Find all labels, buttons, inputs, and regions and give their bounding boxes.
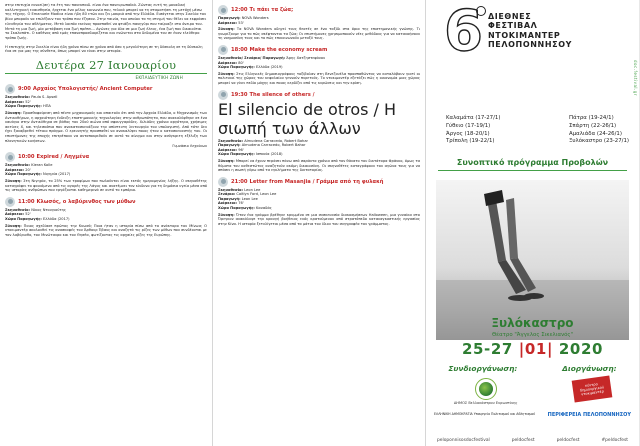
- duration: 76': [238, 201, 244, 206]
- event-header: [218, 177, 420, 187]
- country-label: Χώρα Παραγωγής:: [218, 65, 255, 70]
- bullet-icon: [218, 177, 228, 187]
- duration-label: Διάρκεια:: [5, 212, 25, 217]
- duration: 80': [238, 60, 244, 65]
- event-title: The silence of others /: [249, 91, 315, 98]
- event-header: [218, 5, 420, 15]
- duration: 52': [25, 212, 31, 217]
- program-title: Συνοπτικό πρόγραμμα Προβολών: [456, 158, 609, 167]
- logo-number: 6: [444, 0, 483, 64]
- director-label: Σκηνοθεσία:: [218, 187, 244, 192]
- country-label: Χώρα Παραγωγής:: [218, 152, 255, 157]
- city-date: Τρίπολη (19-22/1): [446, 138, 495, 145]
- year: 2020: [558, 340, 604, 358]
- event-title-line-3: Η σιωπή των άλλων: [218, 99, 397, 138]
- event-title: Αρχαίος Υπολογιστής/ Ancient Computer: [32, 86, 153, 93]
- event-synopsis: [5, 224, 207, 238]
- producer-label: Παραγωγή:: [218, 16, 241, 20]
- bullet-icon: [218, 5, 228, 15]
- synopsis-text: Τα NOVA Wonders οδηγεί τους θεατές σε ένα ταξίδι στα όρια της επιστημονικής γνώσης. Τι γνωρίζουμε για το πώς σκέφτονται τα ζώα; Οι επιστήμονες χρησιμοποιούν νέες μεθόδους για να κατανοήσουν τη νοημοσύνη τους και το πώς επικοινωνούν μεταξύ τους.: [218, 27, 420, 41]
- city-dates-right: [569, 115, 629, 146]
- kentro-logo: [573, 378, 611, 400]
- event-meta: [218, 16, 420, 25]
- event-title: Τι πάει τα ζώα;: [249, 7, 294, 13]
- country-label: Χώρα Παραγωγής:: [5, 172, 42, 177]
- festival-logo: [426, 0, 639, 100]
- synopsis-label: Σύνοψη:: [5, 178, 22, 183]
- hashtag: #peldocfest: [601, 437, 628, 443]
- duration: 96': [238, 147, 244, 152]
- co-organizer-label: Συνδιοργάνωση:: [448, 364, 518, 373]
- director: Leon Lee: [244, 187, 261, 192]
- country-label: Χώρα Παραγωγής:: [5, 104, 42, 109]
- country: Ελλάδα (2017): [43, 216, 70, 221]
- education-zone-label: ΕΚΠΑΙΔΕΥΤΙΚΗ ΖΩΝΗ: [135, 75, 183, 81]
- event-time: 18:00: [231, 46, 248, 53]
- event-title: Κλωσός, ο λαβύρινθος των μύθων: [36, 198, 136, 205]
- bullet-icon: [218, 90, 228, 100]
- event-time: 21:00: [231, 178, 248, 185]
- producer: NOVA Wonders: [241, 16, 269, 20]
- day-title: Δευτέρα 27 Ιανουαρίου: [35, 58, 177, 73]
- vertical-caption: doc.festival.gr: [633, 60, 638, 96]
- director-label: Σκηνοθεσία:: [218, 138, 244, 143]
- city-dates-left: [446, 115, 500, 146]
- event-synopsis: [218, 213, 420, 227]
- synopsis-label: Σύνοψη:: [5, 111, 22, 115]
- organizers-labels: [426, 364, 639, 373]
- logo-line: ΝΤΟΚΙΜΑΝΤΕΡ: [488, 30, 561, 40]
- director: Paula S. Apsell: [31, 95, 58, 100]
- writer-label: Σενάριο:: [218, 192, 236, 197]
- intro-paragraph: στην επιτυχία ευνοεί(σε) τα έτη του πανεκπαιδ. είναι ένα πανευρωπαϊκά. Ζώντας ευτή τη μοναδική καλλιτεχνική ευαισθησία, έρχεται ένα μέλος κοινωνία που, τελικά μπορεί να τη σταματήσει τη μετόχή μέσω της τέχνης. Ο Emanuele Modica είναι ήδη 80 ετών και ζει μακριά από την Ελλάδα. Εισάγεται στην Σικελία του βίου μπορούν να επιλέξουν τον τρόπο που έζησαν. Στην ταινία, του οποίου τα τη στιγμή του θέλει να εκφράσει ελευθερία του αθλήματος. Μετά λοιπόν εκείνος προσπαθεί να φτιάξει πανηγύρι που ταίριαζε στο όνειρο του. Μετά τη μια ζωή, μία μετάβαση ενα ζωή πρέπει... Αγώνες για όλα σε μια ζωή έλεος, ένα ζωή που δικαιούται το Σκαλοπάτι. Ο καθένας από εμάς επαναπροσδιορίζεται και ενώνεται στα δεδομένα του σε έναν ελεύθερο τρόπο ζωής.: [5, 3, 207, 40]
- director: Νίκος Ντουγιούτης: [31, 207, 66, 212]
- director: Kieran Kolle: [31, 163, 53, 168]
- synopsis-label: Σύνοψη:: [5, 223, 22, 228]
- event-0900: [5, 84, 207, 148]
- event-meta: [5, 163, 207, 177]
- event-time: 11:00: [18, 198, 35, 205]
- region-logo-text: ΠΕΡΙΦΕΡΕΙΑ ΠΕΛΟΠΟΝΝΗΣΟΥ: [547, 412, 631, 418]
- event-synopsis: [5, 111, 207, 143]
- event-header: [218, 45, 420, 55]
- director: Almudena Carracedo, Robert Bahar: [244, 138, 309, 143]
- instagram-link[interactable]: peldocfest: [556, 437, 580, 443]
- city-date: Καλαμάτα (17-27/1): [446, 115, 501, 121]
- synopsis-text: Προσθαφαίρεση από πέντε μηχανισμούς και απαιτούν ότι από την Αρχαία Ελλάδα, ο Μηχανισμός των Αντικυθήρων, η αρχαιότερη ένδειξη επιστημονικής τεχνολογίας στην ανθρωπότητα, που ανακαλύφθηκε σε ένα ναυάγιο στην Αντικύθηρα σε βάθος του 20ού αιώνα από σφουγγαράδες. Χιλιάδες χρόνια αργότερα, χρήσιμες ακτίνες Χ, και τηλεσκόπια που ανακατασκευάζουν την απίστευτη λειτουργία του υπολογιστή. Από τότε δεν έχει ξαναβρεθεί τέτοιο πράγμα. Ο ερευνητής προσπαθεί να ανακαλύψει ποιος ήταν ο κατασκευαστής του. Οι επιστήμονες της εποχής επιτρέπουν να ανταποκριθούν σε αυτό το αίνιγμα και στην ασύγκριτη εξέλιξη των πλανητικών κινήσεων.: [5, 111, 207, 143]
- event-meta: [5, 208, 207, 222]
- logo-wordmark: [488, 12, 572, 50]
- country: ΗΠΑ: [43, 104, 51, 109]
- city-date: Σπάρτη (22-26/1): [569, 122, 617, 129]
- synopsis-text: Μπορεί να έχουν περάσει πάνω από σαράντα χρόνια από τον θάνατο του δικτάτορα Φράνκο, όμως τα θύματα του καθεστώτος αναζητούν ακόμη δικαιοσύνη. Οι σκηνοθέτες καταγράφουν τον αγώνα τους για να σπάσει η σιωπή γύρω από τα εγκλήματα της δικτατορίας.: [218, 158, 420, 173]
- event-2100: [218, 177, 420, 227]
- month: |01|: [518, 340, 554, 358]
- event-1200: [218, 5, 420, 41]
- duration-label: Διάρκεια:: [218, 20, 238, 25]
- synopsis-label: Σύνοψη:: [218, 71, 235, 76]
- municipality-logo: [454, 378, 518, 405]
- synopsis-text: Στις Ελληνικές δημοσιογράφους τοξίβολαν στη Βενεζουέλα προσπαθώντας να καταλάβουν γιατί οι πολιτικοί της χώρας του κεφαλαίου γεννούν πυρετούς. Το ντοκιμαντέρ εξετάζει πώς η οικονομία μιας χώρας μπορεί να γίνει πεδίο μάχης και ποιος κερδίζει από τις κυρώσεις και την κρίση.: [218, 71, 420, 85]
- organizer-label: Διοργάνωση:: [562, 364, 617, 373]
- country-label: Χώρα Παραγωγής:: [5, 216, 42, 221]
- event-1930: [218, 90, 420, 173]
- event-header: [218, 90, 420, 100]
- venue: Θέατρο "Άγγελος Σικελιανός": [491, 332, 574, 338]
- event-title: Letter from Masanjia / Γράμμα από τη φυλακή: [249, 178, 384, 185]
- country: Ισπανία (2018): [256, 152, 283, 157]
- duration-label: Διάρκεια:: [218, 201, 238, 206]
- country: Ελλάδα (2019): [256, 65, 283, 70]
- producer: Άρης Χατζηστεφάνου: [286, 55, 326, 60]
- event-meta: [5, 95, 207, 109]
- synopsis-text: Όταν ένα γράμμα βρέθηκε κρυμμένο σε μια συσκευασία διακοσμήσεων Halloween, μια γυναίκα στο Όρεγκον ανακάλυψε την κραυγή βοήθειας ενός κρατούμενου από στρατόπεδο καταναγκαστικής εργασίας στην Κίνα. Η ιστορία ξετυλίγεται μέσα από τα μάτια του ίδιου του συγγραφέα του γράμματος.: [218, 212, 420, 226]
- program-panel-monday: [0, 0, 213, 446]
- city-dates: [446, 115, 629, 146]
- event-meta: [218, 56, 420, 70]
- bullet-icon: [218, 45, 228, 55]
- producer-label: Παραγωγή:: [218, 143, 241, 148]
- festival-dates: [442, 340, 623, 358]
- bullet-icon: [5, 84, 15, 94]
- event-meta: [218, 188, 420, 211]
- municipality-emblem-icon: [475, 378, 497, 400]
- logo-line: ΠΕΛΟΠΟΝΝΗΣΟΥ: [488, 40, 572, 50]
- event-synopsis: [218, 72, 420, 86]
- day-rule: [5, 73, 207, 74]
- title-rule: [438, 170, 627, 171]
- city-date: Γύθειο (17-19/1): [446, 122, 491, 129]
- event-time: 9:00: [18, 86, 31, 93]
- country: Νιγηρία (2017): [43, 172, 71, 177]
- city-name: Ξυλόκαστρο: [491, 316, 574, 330]
- municipality-name: ΔΗΜΟΣ Βελλοκάστρου Ευρωστίνης: [453, 401, 518, 405]
- ministry-logo-text: ΕΛΛΗΝΙΚΗ ΔΗΜΟΚΡΑΤΙΑ Υπουργείο Πολιτισμού και Αθλητισμού: [434, 412, 536, 417]
- synopsis-text: Στη Νιγηρία, το 25% των τροφίμων που πωλούνται είναι εκτός ημερομηνίας λήξης. Ο σκηνοθέτης καταγράφει το φαινόμενο από τις αγορές της Λάγος και ανατέμνει τον κίνδυνο για τη δημόσια υγεία μέσα από τις ιστορίες ανθρώπων που εργάζονται καθημερινά σε αυτό το εμπόριο.: [5, 178, 207, 193]
- intro-paragraph-2: Η επιτυχής στην Σικελία είναι ήδη χρόνο πίσω σε χρόνο από όσο η μεγαλύτερη σε τη δύσκολη σε τη δύσκολη ένα σε για μας της σύνθετα, όπως μπορεί να είναι στην ιστορία.: [5, 44, 203, 54]
- event-1000: [5, 152, 207, 193]
- duration: 20': [25, 167, 31, 172]
- event-header: [5, 197, 207, 207]
- synopsis-label: Σύνοψη:: [218, 158, 235, 163]
- country-label: Χώρα Παραγωγής:: [218, 206, 255, 211]
- director-label: Σκηνοθεσία:: [5, 163, 31, 168]
- event-synopsis: [218, 159, 420, 173]
- event-time: 12:00: [231, 7, 248, 13]
- producer: Leon Lee: [241, 196, 258, 201]
- duration: 53': [238, 20, 244, 25]
- facebook-link[interactable]: peloponnisosdocfestival: [436, 437, 490, 443]
- event-synopsis: [218, 27, 420, 41]
- twitter-link[interactable]: peldocfest: [511, 437, 535, 443]
- producer: Almudena Carracedo, Robert Bahar: [241, 143, 306, 148]
- bullet-icon: [5, 152, 15, 162]
- program-panel-evening: [213, 0, 426, 446]
- city-date: Πάτρα (19-24/1): [569, 115, 614, 121]
- day-header: [5, 58, 207, 80]
- city-date: Ξυλόκαστρο (23-27/1): [569, 138, 629, 145]
- event-synopsis: [5, 179, 207, 193]
- writer: Caitlyn Ford, Leon Lee: [236, 192, 277, 197]
- sponsor-row: [434, 412, 631, 418]
- synopsis-label: Σύνοψη:: [218, 27, 235, 32]
- city-date: Αμαλιάδα (24-26/1): [569, 130, 622, 137]
- duration-label: Διάρκεια:: [218, 60, 238, 65]
- event-title: Expired / Ληγμένα: [36, 154, 90, 161]
- synopsis-label: Σύνοψη:: [218, 212, 235, 217]
- event-1100: [5, 197, 207, 238]
- duration: 52': [25, 99, 31, 104]
- cover-panel: [426, 0, 639, 446]
- logo-line: ΦΕΣΤΙΒΑΛ: [488, 21, 538, 31]
- event-title-line-2: El silencio de otros /: [218, 99, 379, 119]
- kentro-badge: κέντρο δημιουργικού ντοκιμαντέρ: [572, 375, 613, 402]
- duration-label: Διάρκεια:: [5, 99, 25, 104]
- event-time: 19:30: [231, 91, 248, 98]
- director-label: Σκηνοθεσία:: [5, 207, 31, 212]
- synopsis-text: Ποιος σχεδίασε πρώτος την Κνωσό; Ποια ήταν η ιστορία πίσω από το ανάκτορο του Μίνωα; Ο ντοκιμαντέρ ακολουθεί τις ανασκαφές του Άρθουρ Έβανς και αναζητά τις ρίζες των μύθων που συνδέονται με τον λαβύρινθο, τον Μινώταυρο και τον Θησέα, φωτίζοντας τις αρχαίες ρίζες της Ευρώπης.: [5, 223, 207, 237]
- event-signature: Γυμνάσιο Λεχαίνων: [172, 144, 207, 149]
- event-header: [5, 152, 207, 162]
- producer-label: Σκηνοθεσία/ Σενάριο/ Παραγωγή:: [218, 55, 286, 60]
- organizer-logos: [426, 378, 639, 405]
- duration-label: Διάρκεια:: [5, 167, 25, 172]
- event-1800: [218, 45, 420, 86]
- duration-label: Διάρκεια:: [218, 147, 238, 152]
- month-value: 01: [524, 340, 547, 358]
- social-footer: [426, 434, 639, 446]
- bullet-icon: [5, 197, 15, 207]
- degree-icon: [476, 6, 486, 16]
- director-label: Σκηνοθεσία:: [5, 95, 31, 100]
- day-range: 25-27: [461, 340, 513, 358]
- event-meta: [218, 139, 420, 157]
- event-header: [5, 84, 207, 94]
- country: Καναδάς: [256, 206, 272, 211]
- city-date: Άργος (18-20/1): [446, 130, 490, 137]
- event-title: Make the economy scream: [249, 46, 328, 53]
- producer-label: Παραγωγή:: [218, 196, 241, 201]
- event-time: 10:00: [18, 154, 35, 161]
- logo-line: ΔΙΕΘΝΕΣ: [488, 12, 532, 21]
